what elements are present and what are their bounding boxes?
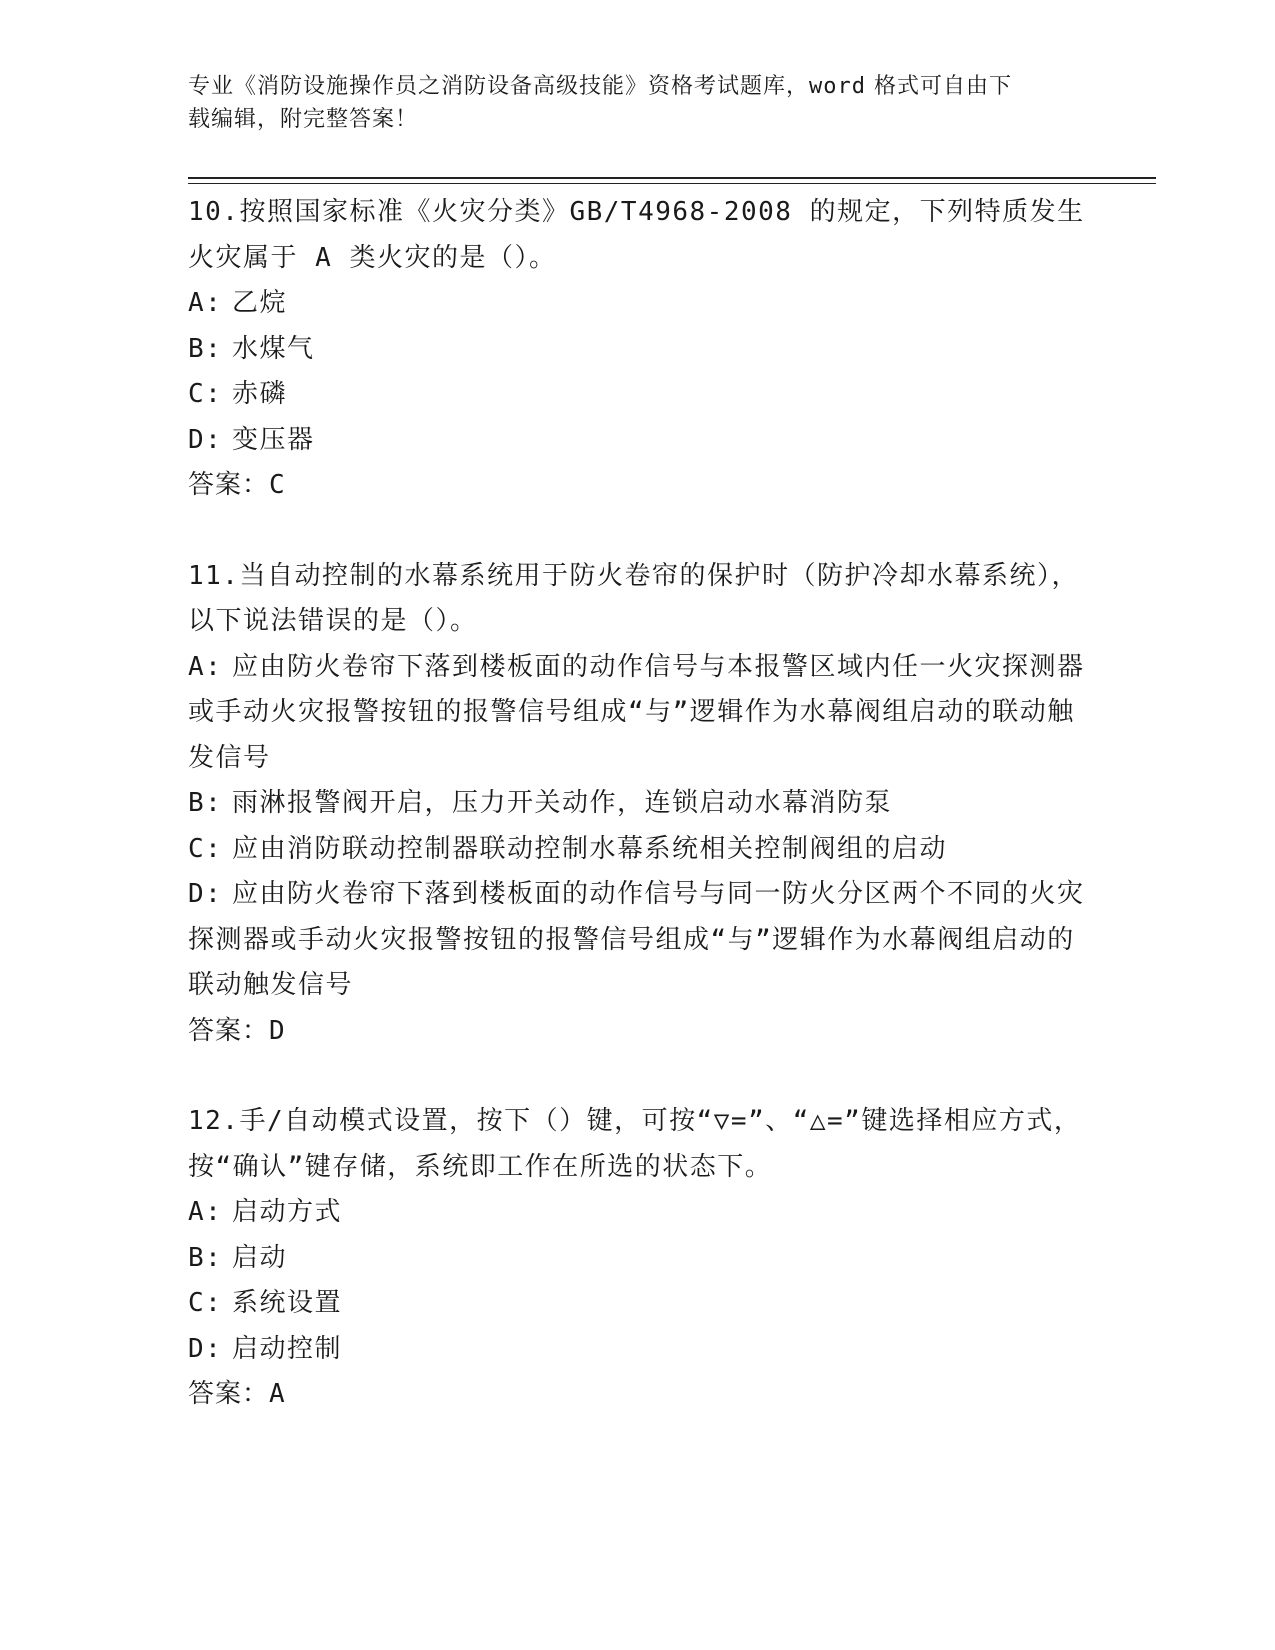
page-header bbox=[188, 70, 1088, 136]
option-b bbox=[188, 781, 1088, 827]
answer-label: 答案： bbox=[188, 1379, 270, 1409]
option-c bbox=[188, 827, 1088, 873]
question-spacer bbox=[188, 1054, 1088, 1099]
option-a bbox=[188, 645, 1088, 782]
option-d bbox=[188, 418, 1088, 464]
header-line2: 载编辑，附完整答案！ bbox=[188, 107, 419, 132]
option-text: 雨淋报警阀开启，压力开关动作，连锁启动水幕消防泵 bbox=[232, 788, 893, 818]
option-text: 系统设置 bbox=[232, 1288, 343, 1318]
option-key: D: bbox=[188, 1333, 223, 1364]
answer-value: A bbox=[269, 1379, 286, 1409]
option-c bbox=[188, 372, 1088, 418]
header-line1-prefix: 专业《消防设施操作员之消防设备高级技能》资格考试题库， bbox=[188, 74, 810, 99]
option-key: A: bbox=[188, 288, 223, 318]
option-key: A: bbox=[188, 651, 223, 682]
answer-line bbox=[188, 463, 1088, 509]
option-text: 启动控制 bbox=[232, 1333, 343, 1364]
question-stem: 10.按照国家标准《火灾分类》GB/T4968-2008 的规定，下列特质发生火灾属于 A 类火灾的是（）。 bbox=[188, 197, 1085, 273]
option-text: 乙烷 bbox=[232, 288, 288, 318]
header-divider-thick bbox=[188, 177, 1156, 179]
option-c bbox=[188, 1281, 1088, 1327]
question-stem: 11.当自动控制的水幕系统用于防火卷帘的保护时（防护冷却水幕系统），以下说法错误的是（）。 bbox=[188, 560, 1079, 636]
question-11 bbox=[188, 554, 1088, 1055]
option-key: D: bbox=[188, 879, 223, 909]
option-key: C: bbox=[188, 1288, 223, 1318]
option-key: D: bbox=[188, 424, 223, 455]
option-text: 启动方式 bbox=[232, 1197, 343, 1227]
option-text: 变压器 bbox=[232, 424, 315, 455]
question-spacer bbox=[188, 509, 1088, 554]
option-key: B: bbox=[188, 1242, 223, 1273]
option-a bbox=[188, 281, 1088, 327]
option-text: 启动 bbox=[232, 1242, 288, 1273]
option-d bbox=[188, 872, 1088, 1009]
option-text: 应由防火卷帘下落到楼板面的动作信号与本报警区域内任一火灾探测器或手动火灾报警按钮的报警信号组成“与”逻辑作为水幕阀组启动的联动触发信号 bbox=[188, 651, 1085, 773]
answer-label: 答案： bbox=[188, 470, 270, 500]
answer-line bbox=[188, 1372, 1088, 1418]
header-word-label: word bbox=[809, 74, 866, 99]
option-text: 应由防火卷帘下落到楼板面的动作信号与同一防火分区两个不同的火灾探测器或手动火灾报警按钮的报警信号组成“与”逻辑作为水幕阀组启动的联动触发信号 bbox=[188, 879, 1085, 1000]
answer-value: C bbox=[269, 470, 286, 500]
option-b bbox=[188, 327, 1088, 373]
option-text: 赤磷 bbox=[232, 379, 288, 409]
option-key: C: bbox=[188, 833, 223, 864]
question-12 bbox=[188, 1099, 1088, 1418]
option-key: B: bbox=[188, 333, 223, 364]
question-stem: 12.手/自动模式设置，按下（）键，可按“▽=”、“△=”键选择相应方式，按“确认”键存储，系统即工作在所选的状态下。 bbox=[188, 1106, 1082, 1182]
header-line1-suffix: 格式可自由下 bbox=[866, 74, 1012, 99]
option-a bbox=[188, 1190, 1088, 1236]
option-text: 应由消防联动控制器联动控制水幕系统相关控制阀组的启动 bbox=[232, 833, 948, 864]
question-list bbox=[188, 190, 1088, 1418]
answer-line bbox=[188, 1009, 1088, 1055]
option-key: B: bbox=[188, 788, 223, 818]
option-text: 水煤气 bbox=[232, 333, 315, 364]
question-10 bbox=[188, 190, 1088, 509]
option-b bbox=[188, 1236, 1088, 1282]
option-key: A: bbox=[188, 1197, 223, 1227]
option-key: C: bbox=[188, 379, 223, 409]
answer-value: D bbox=[269, 1015, 286, 1046]
answer-label: 答案： bbox=[188, 1015, 270, 1046]
option-d bbox=[188, 1327, 1088, 1373]
header-divider-thin bbox=[188, 183, 1156, 184]
